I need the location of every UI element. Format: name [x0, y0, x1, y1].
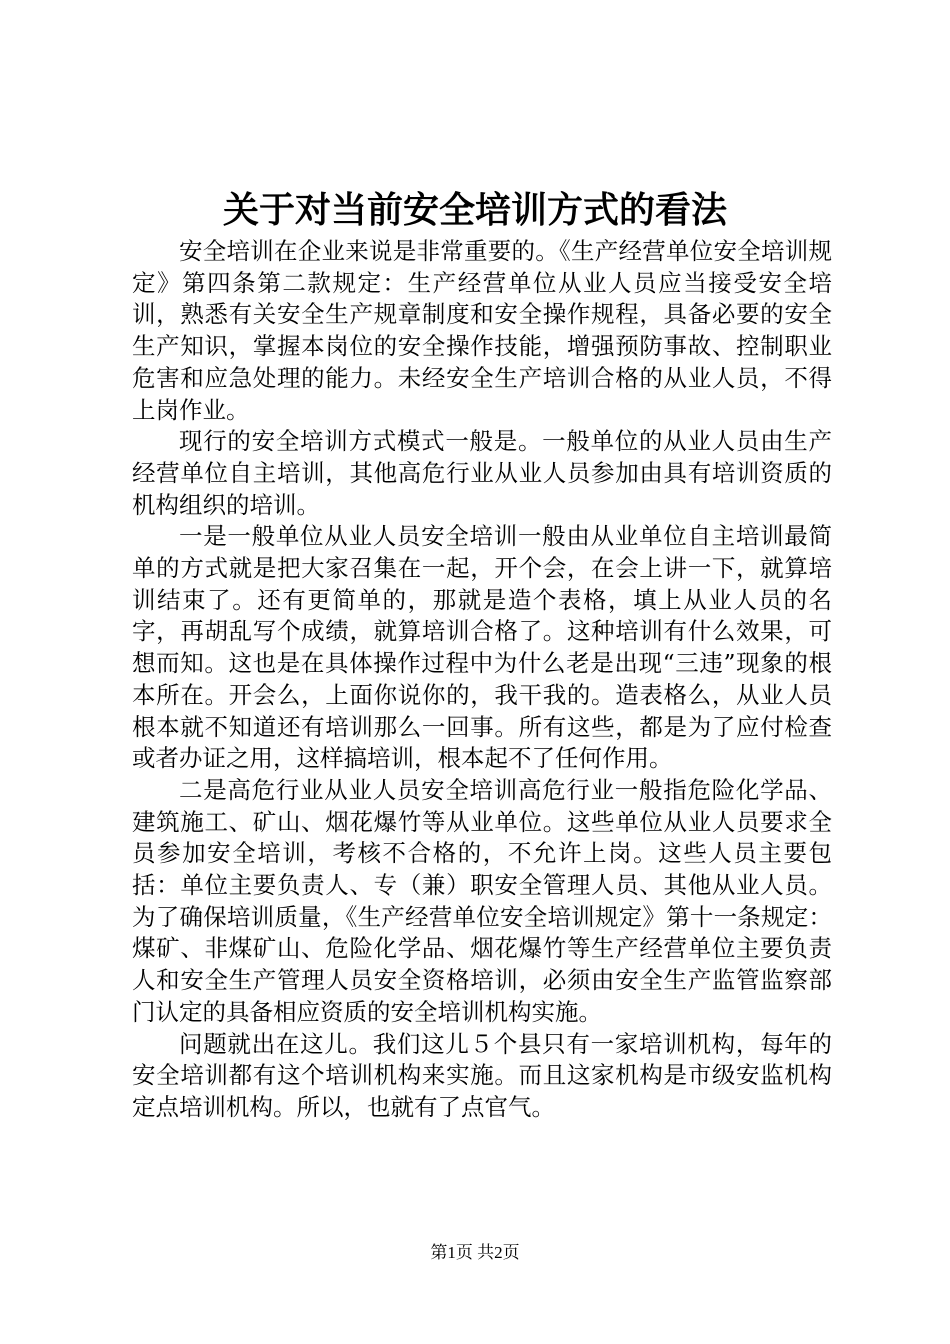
paragraph-4: 二是高危行业从业人员安全培训高危行业一般指危险化学品、建筑施工、矿山、烟花爆竹等从业单位。这些单位从业人员要求全员参加安全培训，考核不合格的，不允许上岗。这些人员主要包括：单位主要负责人、专（兼）职安全管理人员、其他从业人员。为了确保培训质量，《生产经营单位安全培训规定》第十一条规定：煤矿、非煤矿山、危险化学品、烟花爆竹等生产经营单位主要负责人和安全生产管理人员安全资格培训，必须由安全生产监管监察部门认定的具备相应资质的安全培训机构实施。	[132, 775, 832, 1026]
page-footer	[0, 1242, 950, 1264]
paragraph-2: 现行的安全培训方式模式一般是。一般单位的从业人员由生产经营单位自主培训，其他高危行业从业人员参加由具有培训资质的机构组织的培训。	[132, 427, 832, 519]
paragraph-5: 问题就出在这儿。我们这儿５个县只有一家培训机构，每年的安全培训都有这个培训机构来实施。而且这家机构是市级安监机构定点培训机构。所以，也就有了点官气。	[132, 1029, 832, 1121]
paragraph-3: 一是一般单位从业人员安全培训一般由从业单位自主培训最简单的方式就是把大家召集在一起，开个会，在会上讲一下，就算培训结束了。还有更简单的，那就是造个表格，填上从业人员的名字，再胡乱写个成绩，就算培训合格了。这种培训有什么效果，可想而知。这也是在具体操作过程中为什么老是出现“三违”现象的根本所在。开会么，上面你说你的，我干我的。造表格么，从业人员根本就不知道还有培训那么一回事。所有这些，都是为了应付检查或者办证之用，这样搞培训，根本起不了任何作用。	[132, 522, 832, 773]
document-title: 关于对当前安全培训方式的看法	[222, 189, 727, 231]
document-body	[132, 236, 832, 1124]
page-number: 第1页 共2页	[430, 1243, 520, 1262]
paragraph-1: 安全培训在企业来说是非常重要的。《生产经营单位安全培训规定》第四条第二款规定：生产经营单位从业人员应当接受安全培训，熟悉有关安全生产规章制度和安全操作规程，具备必要的安全生产知识，掌握本岗位的安全操作技能，增强预防事故、控制职业危害和应急处理的能力。未经安全生产培训合格的从业人员，不得上岗作业。	[132, 237, 832, 424]
